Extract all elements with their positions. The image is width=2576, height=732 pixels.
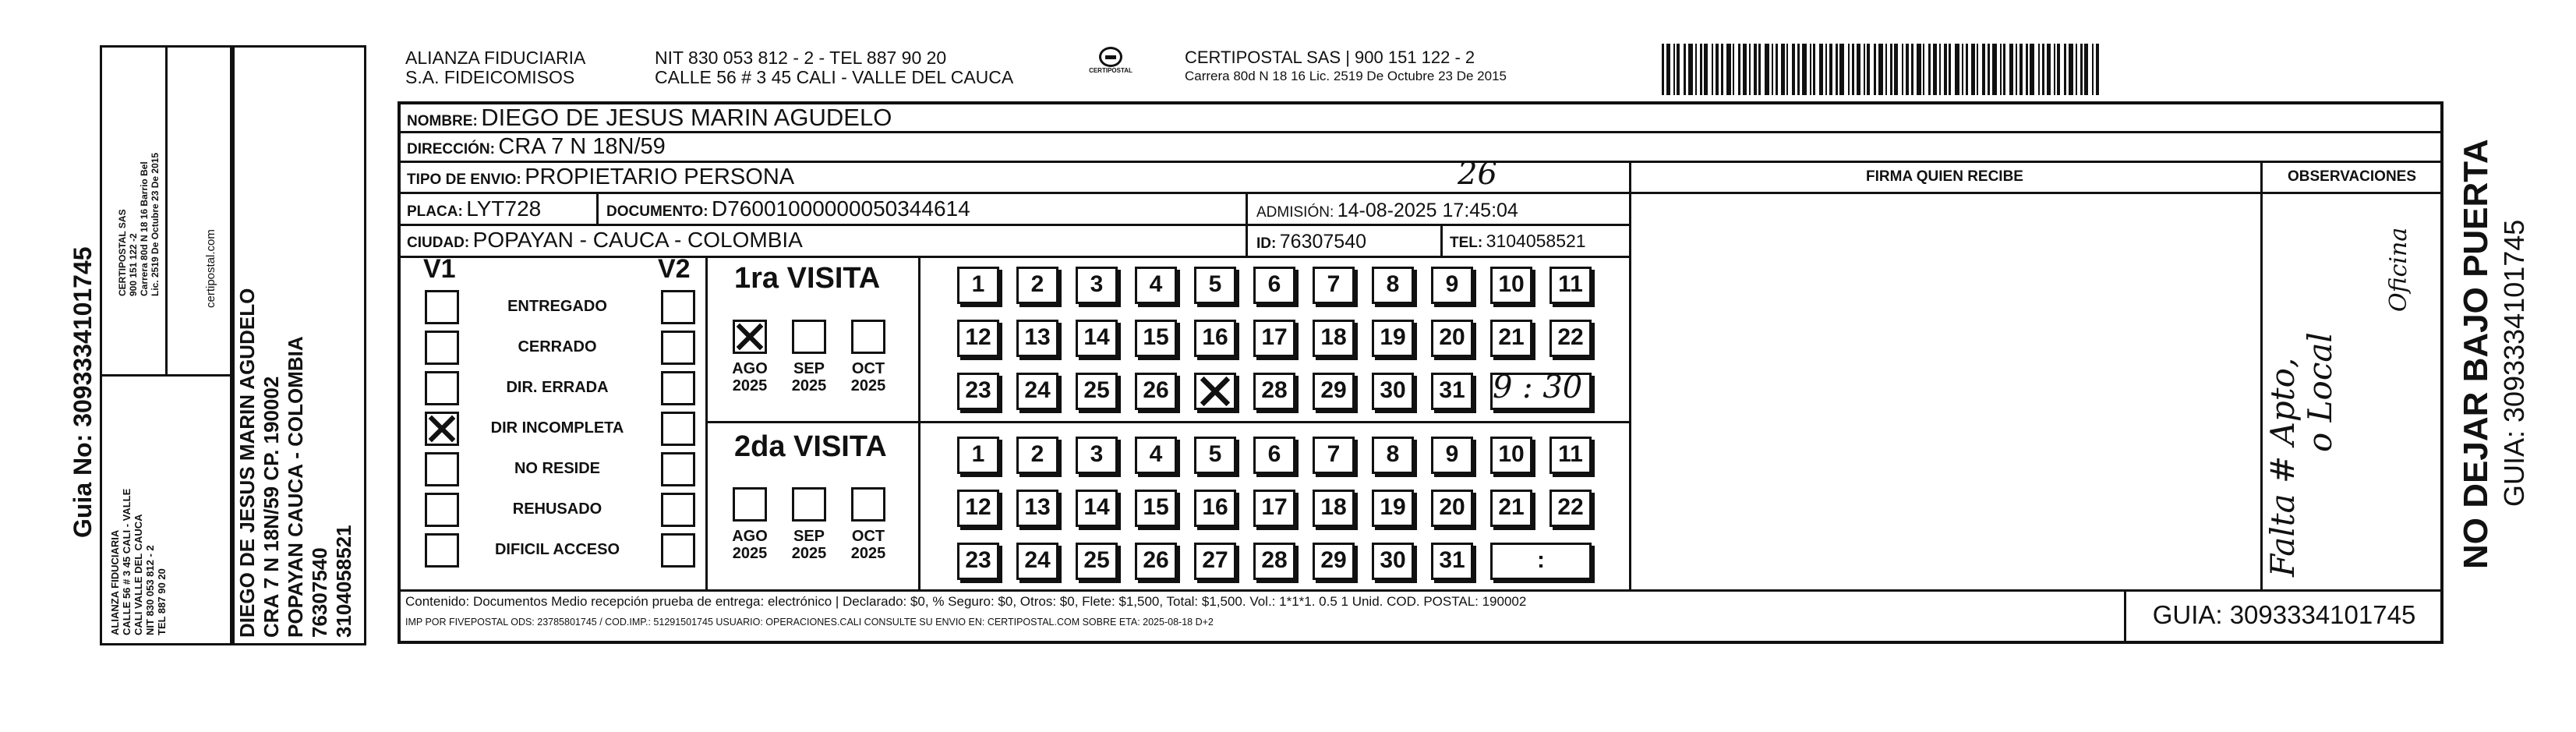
text-line: POPAYAN CAUCA - COLOMBIA	[284, 336, 307, 638]
status-label: REHUSADO	[512, 500, 602, 518]
footer-printing: IMP POR FIVEPOSTAL ODS: 23785801745 / COD.IMP.: 51291501745 USUARIO: OPERACIONES.CALI CONSULTE SU ENVIO EN: CERTIPOSTAL.COM SOBRE ETA: 2025-08-18 D+2	[405, 617, 1214, 628]
month-name: SEP	[793, 360, 825, 377]
v1-label: V1	[423, 254, 456, 284]
visit-day-25[interactable]: 25	[1076, 543, 1118, 580]
observaciones-label: OBSERVACIONES	[2287, 168, 2417, 185]
v2-checkbox[interactable]	[661, 371, 695, 405]
month-year: 2025	[791, 377, 827, 394]
visit-day-5[interactable]: 5	[1194, 267, 1236, 304]
visit-time-box[interactable]: :	[1490, 543, 1592, 580]
barcode-bar	[1662, 44, 1664, 95]
visit-day-22[interactable]: 22	[1549, 320, 1592, 357]
visit-day-10[interactable]: 10	[1490, 267, 1532, 304]
nombre-row: NOMBRE: DIEGO DE JESUS MARIN AGUDELO	[407, 104, 892, 131]
text-line: 3104058521	[332, 525, 355, 638]
status-label: ENTREGADO	[507, 298, 607, 315]
visit-day-3[interactable]: 3	[1076, 267, 1118, 304]
month-name: OCT	[851, 360, 885, 377]
barcode-bar	[1966, 44, 1968, 95]
second-visit-title: 2da VISITA	[734, 430, 887, 463]
v2-label: V2	[658, 254, 691, 284]
barcode-bar	[1792, 44, 1795, 95]
footer-guia: GUIA: 3093334101745	[2152, 600, 2416, 629]
visit-day-18[interactable]: 18	[1313, 320, 1355, 357]
visit-day-9[interactable]: 9	[1431, 267, 1473, 304]
barcode-bar	[2003, 44, 2005, 95]
visit-day-20[interactable]: 20	[1431, 320, 1473, 357]
barcode-bar	[1704, 44, 1708, 95]
sender-block: ALIANZA FIDUCIARIA S.A. FIDEICOMISOS	[405, 48, 586, 87]
visit-day-28[interactable]: 28	[1253, 543, 1295, 580]
barcode-bar	[1955, 44, 1959, 95]
visit-day-19[interactable]: 19	[1372, 490, 1414, 527]
visit-day-11[interactable]: 11	[1549, 437, 1592, 474]
status-label: CERRADO	[518, 338, 597, 355]
barcode-bar	[1716, 44, 1719, 95]
barcode-bar	[2038, 44, 2040, 95]
first-visit-title: 1ra VISITA	[734, 262, 881, 295]
visit-day-16[interactable]: 16	[1194, 490, 1236, 527]
visit-day-6[interactable]: 6	[1253, 437, 1295, 474]
month-year: 2025	[732, 545, 768, 562]
visit-day-10[interactable]: 10	[1490, 437, 1532, 474]
text-line: ALIANZA FIDUCIARIA	[109, 529, 121, 635]
visit-day-4[interactable]: 4	[1135, 437, 1177, 474]
barcode-bar	[1836, 44, 1838, 95]
visit-day-2[interactable]: 2	[1016, 437, 1058, 474]
barcode-bar	[1765, 44, 1769, 95]
direccion-row: DIRECCIÓN: CRA 7 N 18N/59	[407, 134, 666, 159]
barcode-bar	[2016, 44, 2017, 95]
barcode-bar	[1917, 44, 1921, 95]
month-year: 2025	[732, 377, 768, 394]
barcode-bar	[1825, 44, 1827, 95]
x-mark-icon	[427, 414, 457, 444]
visit-day-29[interactable]: 29	[1313, 543, 1355, 580]
visit-day-13[interactable]: 13	[1016, 490, 1058, 527]
visit-day-23[interactable]: 23	[957, 543, 999, 580]
shipment-type: PROPIETARIO PERSONA	[525, 164, 795, 189]
barcode-bar	[2026, 44, 2028, 95]
visit-month-checkbox[interactable]	[851, 487, 885, 522]
barcode	[1662, 44, 2098, 95]
visit-month-label	[840, 528, 896, 562]
barcode-bar	[1772, 44, 1773, 95]
visit-month-label	[781, 528, 837, 562]
right-side-guia: GUIA: 3093334101745	[2498, 219, 2530, 507]
barcode-bar	[1666, 44, 1670, 95]
logo-icon	[1099, 47, 1122, 67]
v2-checkbox[interactable]	[661, 290, 695, 324]
visit-day-14[interactable]: 14	[1076, 320, 1118, 357]
barcode-bar	[2084, 44, 2088, 95]
barcode-bar	[1839, 44, 1844, 95]
barcode-bar	[2000, 44, 2002, 95]
barcode-bar	[2096, 44, 2099, 95]
visit-day-7[interactable]: 7	[1313, 437, 1355, 474]
visit-month-checkbox[interactable]	[733, 320, 767, 354]
sender-contact: NIT 830 053 812 - 2 - TEL 887 90 20 CALLE 56 # 3 45 CALI - VALLE DEL CAUCA	[655, 48, 1014, 87]
month-year: 2025	[791, 545, 827, 562]
barcode-bar	[2057, 44, 2060, 95]
visit-day-26[interactable]: 26	[1135, 543, 1177, 580]
visit-day-8[interactable]: 8	[1372, 437, 1414, 474]
barcode-bar	[1928, 44, 1931, 95]
status-label: DIR INCOMPLETA	[490, 419, 624, 437]
barcode-bar	[1971, 44, 1975, 95]
visit-day-24[interactable]: 24	[1016, 373, 1058, 410]
month-name: OCT	[851, 528, 885, 545]
visit-day-22[interactable]: 22	[1549, 490, 1592, 527]
visit-day-1[interactable]: 1	[957, 267, 999, 304]
v1-checkbox[interactable]	[425, 331, 459, 365]
barcode-bar	[1923, 44, 1924, 95]
visit-day-15[interactable]: 15	[1135, 490, 1177, 527]
barcode-bar	[1988, 44, 1990, 95]
visit-day-13[interactable]: 13	[1016, 320, 1058, 357]
barcode-bar	[1733, 44, 1734, 95]
month-year: 2025	[850, 377, 886, 394]
barcode-bar	[1848, 44, 1850, 95]
visit-day-20[interactable]: 20	[1431, 490, 1473, 527]
barcode-bar	[1786, 44, 1788, 95]
barcode-bar	[1864, 44, 1865, 95]
barcode-bar	[1902, 44, 1903, 95]
stub-guide-number: Guia No: 3093334101745	[69, 246, 97, 538]
barcode-bar	[1852, 44, 1854, 95]
visit-day-29[interactable]: 29	[1313, 373, 1355, 410]
visit-month-checkbox[interactable]	[792, 320, 826, 354]
admision-field: ADMISIÓN: 14-08-2025 17:45:04	[1256, 200, 1518, 221]
visit-day-23[interactable]: 23	[957, 373, 999, 410]
visit-month-checkbox[interactable]	[851, 320, 885, 354]
text-line: 900 151 122 -2	[128, 233, 139, 296]
month-name: AGO	[732, 528, 768, 545]
barcode-bar	[1874, 44, 1876, 95]
barcode-bar	[2042, 44, 2044, 95]
visit-day-27[interactable]	[1194, 373, 1236, 410]
month-name: SEP	[793, 528, 825, 545]
barcode-bar	[1721, 44, 1723, 95]
barcode-bar	[1712, 44, 1713, 95]
visit-month-label	[722, 360, 778, 394]
visit-month-label	[722, 528, 778, 562]
barcode-bar	[1944, 44, 1947, 95]
barcode-bar	[1977, 44, 1978, 95]
courier-logo: CERTIPOSTAL	[1087, 47, 1134, 74]
barcode-bar	[1939, 44, 1941, 95]
visit-month-checkbox[interactable]	[733, 487, 767, 522]
barcode-bar	[1673, 44, 1675, 95]
visit-day-25[interactable]: 25	[1076, 373, 1118, 410]
barcode-bar	[1802, 44, 1807, 95]
visit-day-18[interactable]: 18	[1313, 490, 1355, 527]
v2-checkbox[interactable]	[661, 412, 695, 446]
text-line: NIT 830 053 812 - 2	[144, 545, 156, 635]
v2-checkbox[interactable]	[661, 331, 695, 365]
visit-day-11[interactable]: 11	[1549, 267, 1592, 304]
barcode-bar	[1906, 44, 1909, 95]
visit-day-31[interactable]: 31	[1431, 373, 1473, 410]
text-line: Lic. 2519 De Octubre 23 De 2015	[150, 152, 161, 296]
barcode-bar	[1700, 44, 1702, 95]
text-line: TEL 887 90 20	[156, 568, 168, 635]
barcode-bar	[1813, 44, 1815, 95]
v2-checkbox[interactable]	[661, 493, 695, 527]
barcode-bar	[1890, 44, 1892, 95]
barcode-bar	[1962, 44, 1963, 95]
visit-day-15[interactable]: 15	[1135, 320, 1177, 357]
visit-month-label	[781, 360, 837, 394]
visit-day-12[interactable]: 12	[957, 320, 999, 357]
barcode-bar	[1758, 44, 1761, 95]
barcode-bar	[1738, 44, 1740, 95]
tel-field: TEL: 3104058521	[1450, 231, 1586, 251]
text-line: 76307540	[308, 547, 331, 638]
visit-day-7[interactable]: 7	[1313, 267, 1355, 304]
v1-checkbox[interactable]	[425, 452, 459, 486]
barcode-bar	[1894, 44, 1898, 95]
placa-field: PLACA: LYT728	[407, 196, 542, 221]
handwritten-number: 26	[1458, 156, 1497, 192]
handwritten-time: 9 : 30	[1493, 370, 1583, 405]
visit-day-28[interactable]: 28	[1253, 373, 1295, 410]
no-dejar-bajo-puerta: NO DEJAR BAJO PUERTA	[2457, 139, 2495, 569]
status-label: DIR. ERRADA	[506, 379, 609, 396]
visit-day-30[interactable]: 30	[1372, 373, 1414, 410]
visit-day-31[interactable]: 31	[1431, 543, 1473, 580]
barcode-bar	[1688, 44, 1693, 95]
visit-day-14[interactable]: 14	[1076, 490, 1118, 527]
v1-checkbox[interactable]	[425, 533, 459, 568]
barcode-bar	[1857, 44, 1860, 95]
v1-checkbox[interactable]	[425, 371, 459, 405]
visit-day-9[interactable]: 9	[1431, 437, 1473, 474]
barcode-bar	[1933, 44, 1937, 95]
barcode-bar	[2009, 44, 2013, 95]
barcode-bar	[1992, 44, 1997, 95]
visit-day-12[interactable]: 12	[957, 490, 999, 527]
barcode-bar	[1749, 44, 1751, 95]
visit-day-2[interactable]: 2	[1016, 267, 1058, 304]
visit-day-16[interactable]: 16	[1194, 320, 1236, 357]
stub-recipient-block	[235, 288, 356, 638]
visit-day-27[interactable]: 27	[1194, 543, 1236, 580]
visit-day-30[interactable]: 30	[1372, 543, 1414, 580]
barcode-bar	[1878, 44, 1883, 95]
visit-month-label	[840, 360, 896, 394]
v1-checkbox[interactable]	[425, 290, 459, 324]
barcode-bar	[2047, 44, 2051, 95]
barcode-bar	[2064, 44, 2066, 95]
visit-day-26[interactable]: 26	[1135, 373, 1177, 410]
visit-day-17[interactable]: 17	[1253, 490, 1295, 527]
barcode-bar	[2092, 44, 2094, 95]
text-line: DIEGO DE JESUS MARIN AGUDELO	[235, 288, 259, 638]
ciudad-field: CIUDAD: POPAYAN - CAUCA - COLOMBIA	[407, 228, 803, 252]
stub-sender-block	[109, 489, 168, 635]
text-line: CRA 7 N 18N/59 CP. 190002	[260, 376, 283, 638]
barcode-bar	[1885, 44, 1887, 95]
barcode-bar	[1776, 44, 1778, 95]
barcode-bar	[1819, 44, 1823, 95]
barcode-bar	[1726, 44, 1731, 95]
barcode-bar	[2019, 44, 2023, 95]
visit-day-21[interactable]: 21	[1490, 320, 1532, 357]
tipo-row: TIPO DE ENVIO: PROPIETARIO PERSONA	[407, 164, 795, 189]
barcode-bar	[1677, 44, 1680, 95]
visit-day-17[interactable]: 17	[1253, 320, 1295, 357]
barcode-bar	[1695, 44, 1697, 95]
barcode-bar	[1754, 44, 1757, 95]
barcode-bar	[1982, 44, 1985, 95]
barcode-bar	[2076, 44, 2077, 95]
month-year: 2025	[850, 545, 886, 562]
visit-day-5[interactable]: 5	[1194, 437, 1236, 474]
status-label: NO RESIDE	[514, 460, 601, 477]
visit-day-24[interactable]: 24	[1016, 543, 1058, 580]
barcode-bar	[1684, 44, 1686, 95]
v2-checkbox[interactable]	[661, 533, 695, 568]
recipient-address: CRA 7 N 18N/59	[498, 134, 666, 159]
visit-month-checkbox[interactable]	[792, 487, 826, 522]
text-line: CALLE 56 # 3 45 CALI - VALLE	[121, 488, 133, 635]
visit-day-1[interactable]: 1	[957, 437, 999, 474]
barcode-bar	[2069, 44, 2073, 95]
barcode-bar	[1911, 44, 1913, 95]
status-label: DIFICIL ACCESO	[494, 541, 620, 558]
visit-day-6[interactable]: 6	[1253, 267, 1295, 304]
firma-label: FIRMA QUIEN RECIBE	[1866, 168, 2023, 185]
barcode-bar	[1810, 44, 1811, 95]
v1-checkbox[interactable]	[425, 493, 459, 527]
barcode-bar	[2030, 44, 2034, 95]
visit-day-3[interactable]: 3	[1076, 437, 1118, 474]
barcode-bar	[1949, 44, 1951, 95]
recipient-name: DIEGO DE JESUS MARIN AGUDELO	[481, 104, 892, 131]
text-line: CERTIPOSTAL SAS	[117, 209, 128, 296]
visit-day-4[interactable]: 4	[1135, 267, 1177, 304]
visit-day-8[interactable]: 8	[1372, 267, 1414, 304]
barcode-bar	[1829, 44, 1832, 95]
visit-day-21[interactable]: 21	[1490, 490, 1532, 527]
v1-checkbox[interactable]	[425, 412, 459, 446]
stub-courier-block	[117, 153, 161, 296]
documento-field: DOCUMENTO: D76001000000050344614	[606, 196, 970, 221]
barcode-bar	[1797, 44, 1800, 95]
footer-contents: Contenido: Documentos Medio recepción prueba de entrega: electrónico | Declarado: $0, % Seguro: $0, Otros: $0, Flete: $1,500, Total: $1,500. Vol.: 1*1*1. 0.5 1 Unid. COD. POSTAL: 190002	[405, 594, 1527, 609]
barcode-bar	[1867, 44, 1870, 95]
x-mark-icon	[735, 322, 765, 352]
signature-area[interactable]	[1632, 192, 2260, 588]
month-name: AGO	[732, 360, 768, 377]
barcode-bar	[2054, 44, 2055, 95]
id-field: ID: 76307540	[1256, 231, 1367, 253]
v2-checkbox[interactable]	[661, 452, 695, 486]
barcode-bar	[1781, 44, 1785, 95]
visit-day-19[interactable]: 19	[1372, 320, 1414, 357]
text-line: CALI VALLE DEL CAUCA	[133, 514, 144, 635]
x-mark-icon	[1196, 375, 1234, 408]
barcode-bar	[1743, 44, 1747, 95]
stub-courier-url: certipostal.com	[204, 229, 217, 308]
text-line: Carrera 80d N 18 16 Barrio Bel	[139, 161, 150, 296]
observation-note: Falta # Apto, o Local	[2263, 332, 2339, 577]
courier-info: CERTIPOSTAL SAS | 900 151 122 - 2 Carrera 80d N 18 16 Lic. 2519 De Octubre 23 De 2015	[1185, 48, 1507, 83]
observation-note-oficina: Oficina	[2385, 227, 2412, 312]
barcode-bar	[2080, 44, 2083, 95]
